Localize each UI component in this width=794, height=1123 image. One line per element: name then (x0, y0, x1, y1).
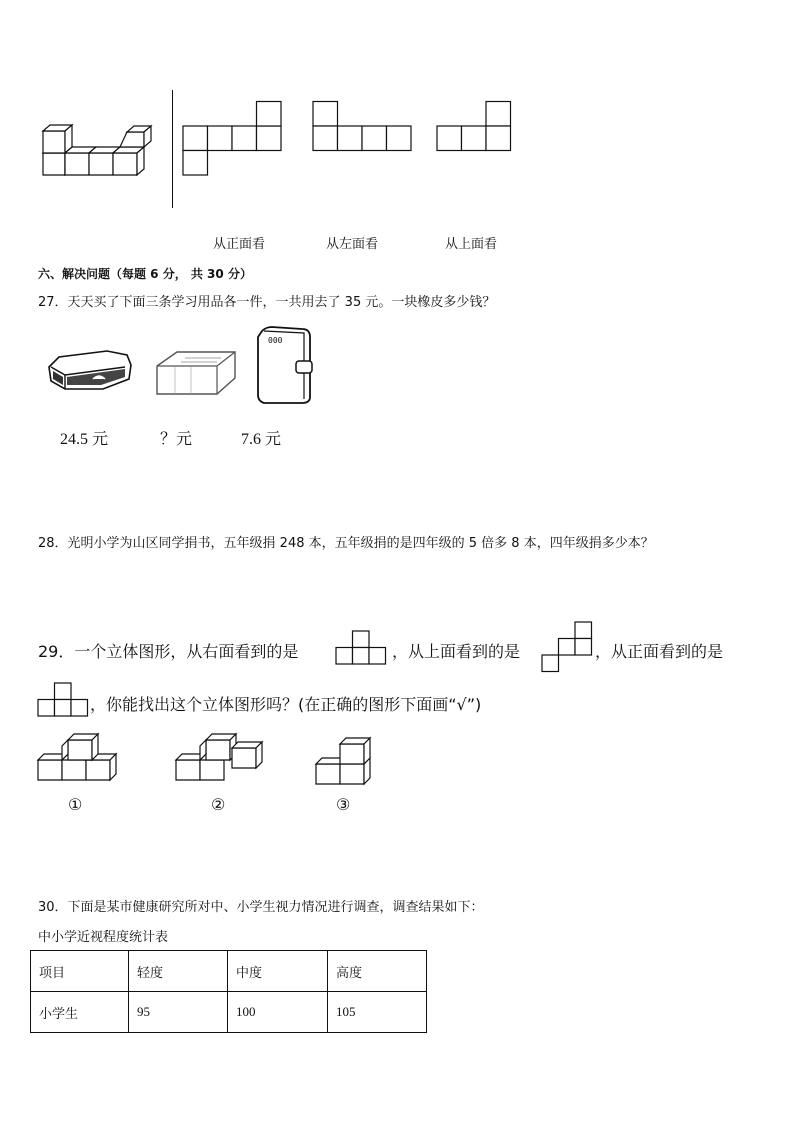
view-label-top: 从上面看 (445, 237, 498, 252)
eraser-image (155, 348, 240, 398)
price-eraser: ？元 (160, 431, 193, 448)
pencil-case-image (45, 345, 135, 405)
table-header-cell: 中度 (228, 951, 328, 992)
table-cell: 小学生 (31, 992, 129, 1033)
cube-row (65, 147, 144, 175)
top-view-shape-q29 (541, 621, 595, 675)
question-29-part2: ，从上面看到的是 (392, 642, 521, 661)
front-view-shape (183, 100, 283, 180)
table-cell: 95 (129, 992, 228, 1033)
cube-left-top (43, 125, 72, 153)
view-label-front: 从正面看 (213, 237, 266, 252)
table-cell: 105 (328, 992, 427, 1033)
question-27: 27．天天买了下面三条学习用品各一件，一共用去了 35 元。一块橡皮多少钱？ (38, 295, 496, 310)
option-3-figure (316, 736, 386, 788)
question-30: 30．下面是某市健康研究所对中、小学生视力情况进行调查，调查结果如下： (38, 900, 484, 915)
table-cell: 100 (228, 992, 328, 1033)
table-row (31, 992, 427, 1033)
table-header-cell: 高度 (328, 951, 427, 992)
top-view-shape (437, 100, 515, 155)
option-2-label: ② (211, 797, 226, 814)
cube-right-top (120, 126, 151, 147)
option-2-figure (176, 730, 266, 785)
question-29-part3: ，从正面看到的是 (595, 642, 724, 661)
section-heading: 六、解决问题（每题 6 分， 共 30 分） (38, 267, 252, 281)
table-title: 中小学近视程度统计表 (38, 930, 169, 945)
right-view-shape (336, 630, 388, 666)
myopia-statistics-table (30, 950, 427, 1033)
option-3-label: ③ (336, 797, 351, 814)
left-view-shape (313, 100, 415, 155)
table-header-cell: 轻度 (129, 951, 228, 992)
wallet-image (252, 325, 317, 407)
front-view-shape-q29 (38, 682, 90, 718)
view-label-left: 从左面看 (326, 237, 379, 252)
price-pencil-case: 24.5 元 (60, 431, 109, 448)
table-header-cell: 项目 (31, 951, 129, 992)
option-1-label: ① (68, 797, 83, 814)
svg-text:000: 000 (268, 336, 283, 345)
divider-line (172, 90, 173, 208)
price-wallet: 7.6 元 (241, 431, 282, 448)
question-29-part1: 29．一个立体图形，从右面看到的是 (38, 642, 299, 661)
question-28: 28．光明小学为山区同学捐书，五年级捐 248 本，五年级捐的是四年级的 5 倍多 8 本，四年级捐多少本？ (38, 536, 654, 551)
option-1-figure (38, 730, 123, 785)
table-header-row (31, 951, 427, 992)
question-29-part4: ，你能找出这个立体图形吗？(在正确的图形下面画“√”) (90, 695, 482, 714)
cube-stack-figure (40, 128, 155, 178)
